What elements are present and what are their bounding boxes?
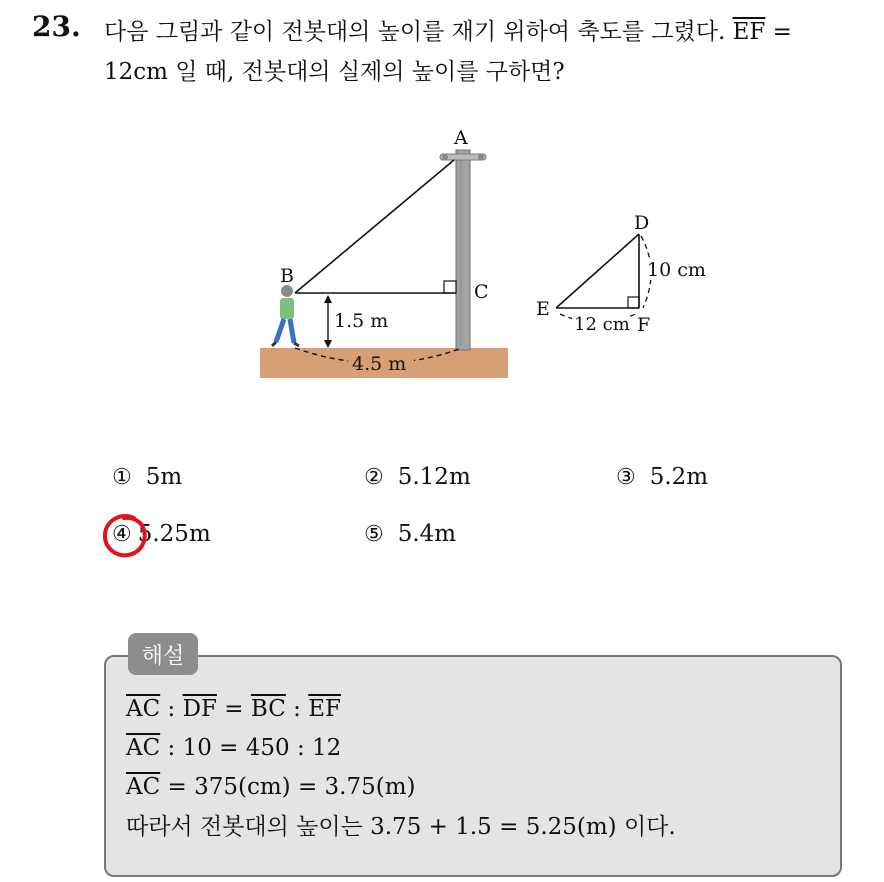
choice-5-number: ⑤: [364, 521, 384, 547]
line2-rest: : 10 = 450 : 12: [160, 735, 342, 761]
choice-4-number: ④: [112, 521, 132, 547]
colon-2: :: [285, 696, 309, 722]
solution-line-4: 따라서 전봇대의 높이는 3.75 + 1.5 = 5.25(m) 이다.: [126, 814, 676, 840]
choice-2-text: 5.12m: [397, 464, 471, 490]
colon: :: [160, 696, 183, 722]
label-f: F: [637, 314, 651, 336]
solution-box: [104, 655, 842, 877]
utility-pole: [440, 150, 486, 350]
question-text-part2: =: [765, 19, 792, 45]
seg-ac-2: $\overline{AC}$: [126, 735, 161, 761]
choice-5-text: 5.4m: [397, 521, 457, 547]
figure: [240, 120, 720, 390]
right-angle-c: [444, 281, 456, 293]
label-d: D: [634, 212, 650, 234]
label-e: E: [536, 298, 550, 320]
solution-tag: 해설: [128, 633, 198, 675]
choice-3-number: ③: [616, 464, 636, 490]
choice-2-number: ②: [364, 464, 384, 490]
choice-1-text: 5m: [145, 464, 183, 490]
label-ef: 12 cm: [574, 314, 630, 335]
seg-ac-3: $\overline{AC}$: [126, 774, 161, 800]
question-text-part1: 다음 그림과 같이 전봇대의 높이를 재기 위하여 축도를 그렸다.: [104, 19, 733, 45]
right-angle-f: [628, 297, 639, 308]
seg-ac: $\overline{AC}$: [126, 696, 161, 722]
label-height: 1.5 m: [334, 310, 389, 332]
solution-line-3: [126, 772, 416, 802]
solution-line-1: [126, 694, 341, 724]
choice-1[interactable]: [112, 464, 182, 490]
choice-3-text: 5.2m: [649, 464, 709, 490]
label-c: C: [474, 281, 489, 303]
question-text-line2: 12cm 일 때, 전봇대의 실제의 높이를 구하면?: [104, 59, 565, 85]
seg-bc: $\overline{BC}$: [250, 696, 286, 722]
choice-2[interactable]: [364, 464, 471, 490]
question-text: [104, 12, 874, 92]
line-ba: [295, 160, 454, 293]
question-number: 23.: [32, 10, 81, 43]
answer-circle-mark: [100, 510, 150, 560]
equals: =: [217, 696, 251, 722]
label-a: A: [454, 127, 468, 149]
seg-df: $\overline{DF}$: [182, 696, 217, 722]
line3-rest: = 375(cm) = 3.75(m): [160, 774, 416, 800]
seg-ef-2: $\overline{EF}$: [308, 696, 341, 722]
label-ground: 4.5 m: [352, 353, 407, 375]
choice-5[interactable]: [364, 521, 456, 547]
choice-3[interactable]: [616, 464, 708, 490]
choice-1-number: ①: [112, 464, 132, 490]
choice-4-text: 5.25m: [137, 521, 211, 547]
label-b: B: [280, 265, 294, 287]
segment-ef: $\overline{EF}$: [732, 19, 766, 45]
label-df: 10 cm: [647, 259, 706, 281]
figure-svg: [240, 120, 720, 390]
line-ed: [556, 234, 639, 308]
solution-line-2: [126, 733, 341, 763]
person-figure: [272, 285, 299, 346]
